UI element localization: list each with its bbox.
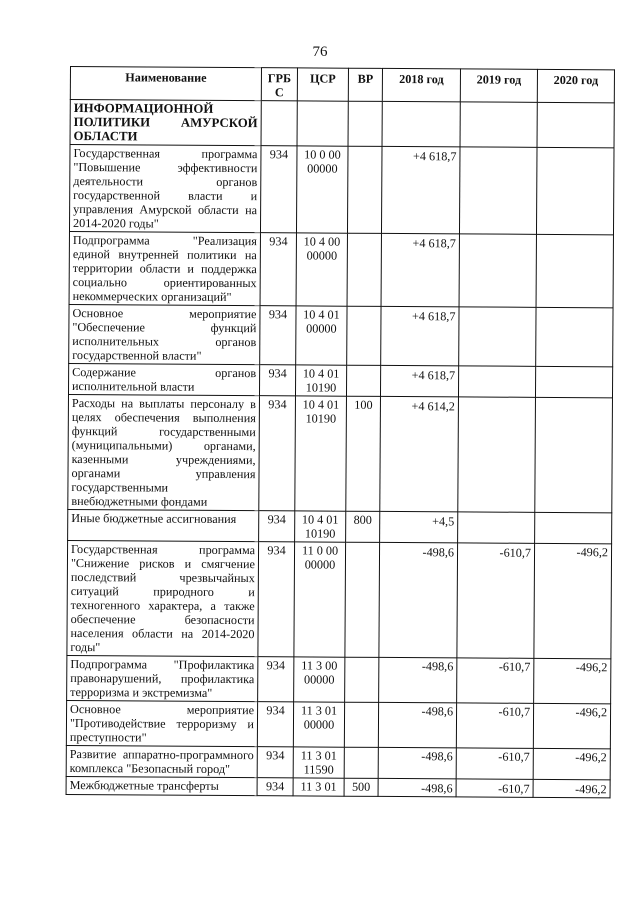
row-vr (344, 702, 378, 747)
row-2019: -610,7 (457, 543, 535, 658)
row-csr: 11 3 00 00000 (294, 657, 345, 702)
header-vr: ВР (348, 68, 382, 101)
row-name: Подпрограмма "Реализация единой внутренней политики на территории области и поддержка социально ориентированных некоммерческих организаций" (69, 231, 260, 305)
row-name: Содержание органов исполнительной власти (68, 363, 259, 395)
row-grbs: 934 (257, 747, 293, 778)
row-csr: 10 0 00 00000 (296, 146, 348, 233)
table-row (66, 745, 610, 779)
row-2020 (536, 147, 614, 234)
row-2020: -496,2 (534, 543, 612, 658)
row-name: Межбюджетные трансферты (66, 776, 257, 795)
row-2020 (535, 397, 613, 512)
row-2019: -610,7 (456, 748, 533, 779)
row-2020 (535, 366, 612, 397)
row-2019 (458, 397, 536, 512)
row-name: Государственная программа "Снижение рисков и смягчение последствий чрезвычайных ситуаций природного и техногенного характера, а также обеспечение безопасности населения области на 2014-2020 годы" (67, 540, 259, 656)
row-vr (345, 542, 380, 657)
row-vr: 800 (346, 511, 380, 542)
row-2020 (535, 512, 612, 543)
row-2019 (459, 307, 536, 366)
row-2018: +4 618,7 (381, 306, 459, 365)
row-vr (348, 101, 382, 146)
table-row (68, 363, 612, 397)
row-2019 (459, 234, 536, 307)
row-csr: 11 3 01 00000 (293, 702, 344, 747)
row-2019: -610,7 (456, 779, 533, 797)
row-grbs: 934 (259, 365, 295, 396)
row-grbs: 934 (257, 778, 293, 796)
row-vr (347, 233, 381, 306)
row-2019 (460, 102, 537, 147)
table-row (67, 655, 611, 703)
table-row (68, 394, 613, 512)
row-csr: 10 4 01 10190 (295, 365, 346, 396)
row-2020: -496,2 (533, 703, 610, 748)
table-row (69, 145, 614, 235)
row-2018: -498,6 (379, 657, 457, 702)
row-name: Основное мероприятие "Обеспечение функций исполнительных органов государственной власти" (69, 304, 260, 364)
row-2019 (458, 366, 535, 397)
row-2018: -498,6 (378, 778, 456, 796)
row-grbs: 934 (258, 542, 295, 657)
row-vr: 500 (344, 778, 378, 796)
row-vr: 100 (346, 396, 381, 511)
row-2018: -498,6 (378, 747, 456, 778)
row-grbs: 934 (259, 396, 296, 511)
page-number: 76 (312, 44, 328, 60)
row-2020: -496,2 (533, 779, 610, 797)
row-name: Иные бюджетные ассигнования (68, 509, 259, 541)
row-2019: -610,7 (457, 658, 534, 703)
row-vr (344, 747, 378, 778)
row-2019 (458, 512, 535, 543)
table-row (66, 776, 610, 797)
table-row (66, 700, 610, 748)
row-name: Подпрограмма "Профилактика правонарушений, профилактика терроризма и экстремизма" (67, 655, 258, 701)
row-csr: 11 3 01 11590 (293, 747, 344, 778)
row-2018 (382, 101, 460, 146)
row-2019: -610,7 (456, 703, 533, 748)
row-grbs: 934 (257, 702, 293, 747)
row-vr (347, 146, 382, 233)
row-2018: +4 614,2 (380, 396, 459, 511)
row-2020 (537, 102, 614, 147)
row-grbs (261, 101, 297, 146)
row-csr: 11 3 01 (293, 778, 344, 796)
row-name: Основное мероприятие "Противодействие терроризму и преступности" (66, 700, 257, 746)
header-csr: ЦСР (297, 68, 348, 101)
row-csr (297, 101, 348, 146)
row-2020: -496,2 (533, 748, 610, 779)
row-grbs: 934 (260, 146, 297, 233)
budget-table (66, 66, 615, 798)
row-csr: 10 4 01 10190 (295, 511, 346, 542)
row-name: Государственная программа "Повышение эффективности деятельности органов государственной власти и управления Амурской области на 2014-2020 годы" (69, 145, 261, 233)
header-grbs: ГРБ С (261, 68, 297, 101)
row-name: Развитие аппаратно-программного комплекса "Безопасный город" (66, 745, 257, 777)
row-csr: 10 4 00 00000 (296, 233, 347, 306)
row-2018: +4,5 (380, 511, 458, 542)
row-csr: 11 0 00 00000 (294, 542, 346, 657)
header-2020: 2020 год (537, 69, 614, 102)
header-2019: 2019 год (460, 69, 537, 102)
row-vr (347, 306, 381, 365)
header-name: Наименование (70, 67, 261, 101)
row-name: Расходы на выплаты персоналу в целях обеспечения выполнения функций государственными (муниципальными) органами, казенными учреждениями, органами управления государственными внебюджетными фондами (68, 394, 260, 510)
row-2018: -498,6 (378, 702, 456, 747)
row-name: ИНФОРМАЦИОННОЙ ПОЛИТИКИ АМУРСКОЙ ОБЛАСТИ (70, 100, 261, 146)
row-2018: -498,6 (379, 542, 458, 657)
row-csr: 10 4 01 00000 (296, 306, 347, 365)
row-2018: +4 618,7 (380, 365, 458, 396)
row-grbs: 934 (260, 306, 296, 365)
row-grbs: 934 (260, 233, 296, 306)
row-2018: +4 618,7 (381, 146, 460, 233)
header-row (70, 67, 614, 103)
row-grbs: 934 (258, 657, 294, 702)
row-grbs: 934 (259, 511, 295, 542)
row-2020: -496,2 (534, 658, 611, 703)
table-row (68, 509, 612, 543)
row-vr (346, 365, 380, 396)
header-2018: 2018 год (382, 68, 460, 101)
row-2020 (536, 234, 613, 307)
row-2019 (459, 147, 537, 234)
table-row (69, 231, 613, 307)
table-row (70, 100, 614, 148)
table-row (67, 540, 612, 658)
table-row (69, 304, 613, 366)
row-2018: +4 618,7 (381, 233, 459, 306)
row-2020 (536, 307, 613, 366)
row-csr: 10 4 01 10190 (295, 396, 347, 511)
row-vr (345, 657, 379, 702)
